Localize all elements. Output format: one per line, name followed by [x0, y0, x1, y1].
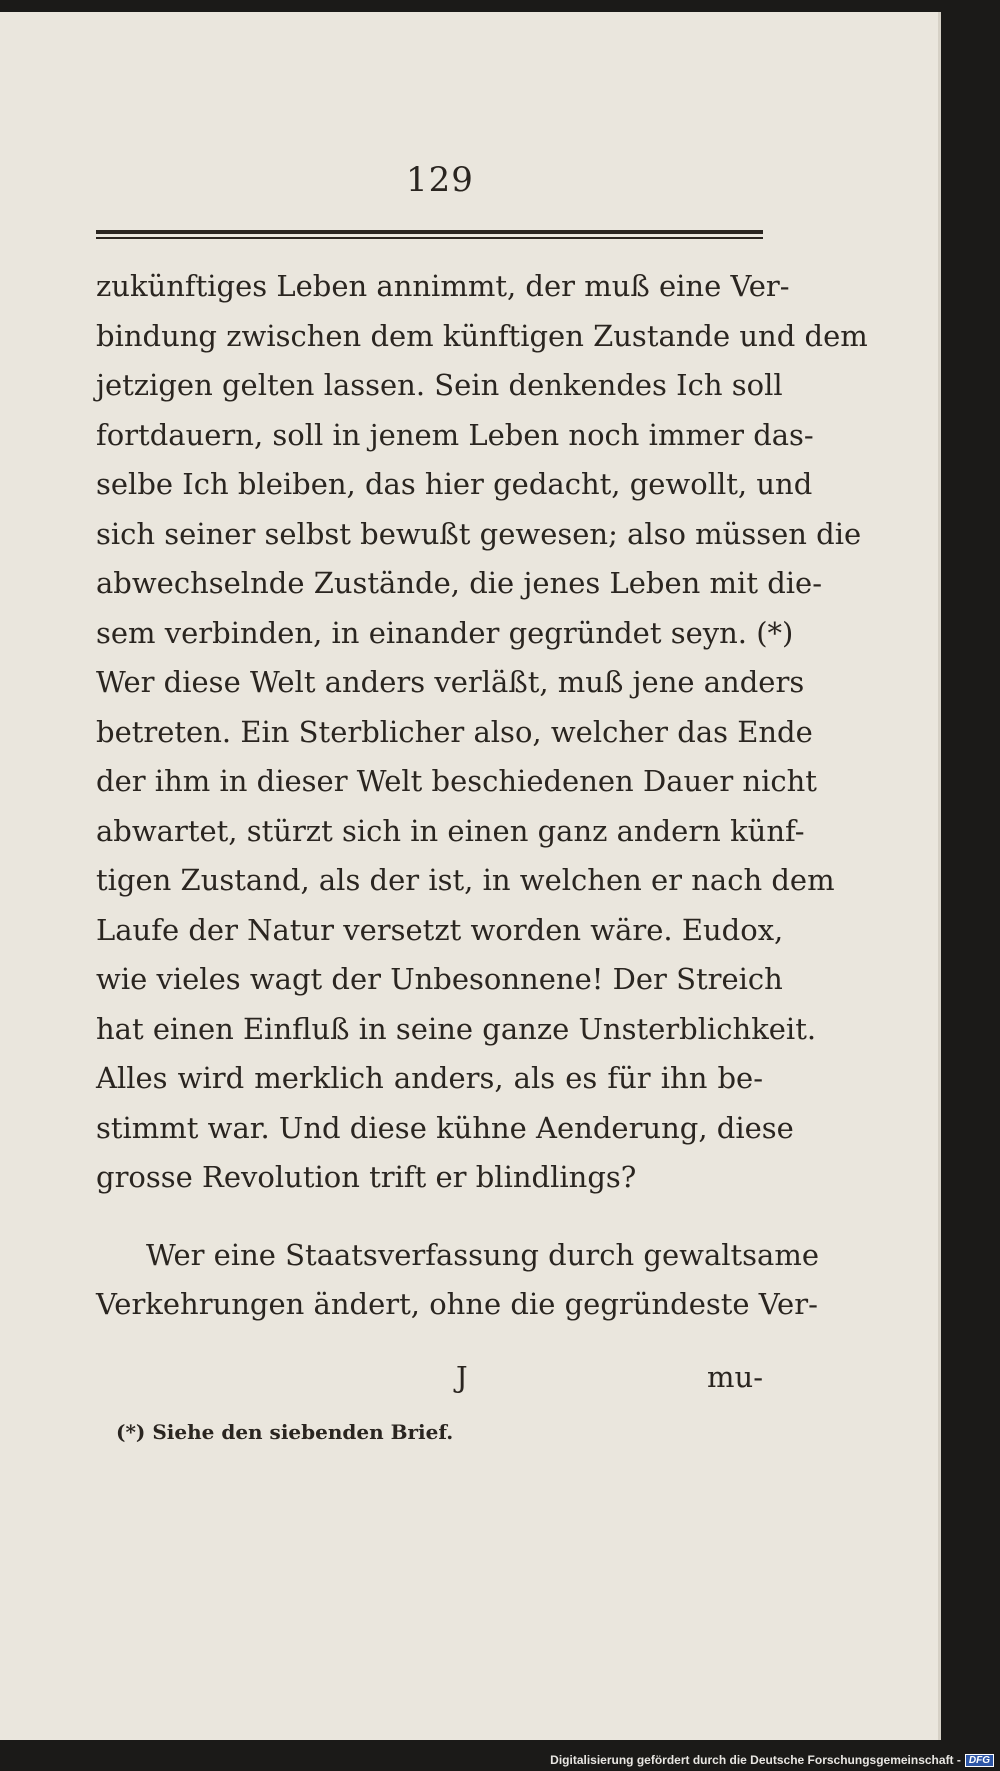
text-line: fortdauern, soll in jenem Leben noch immer das-	[96, 417, 814, 452]
text-line: hat einen Einfluß in seine ganze Unsterblichkeit.	[96, 1011, 817, 1046]
text-line: abwartet, stürzt sich in einen ganz andern künf-	[96, 813, 805, 848]
text-line: der ihm in dieser Welt beschiedenen Dauer nicht	[96, 764, 817, 798]
dfg-logo-icon: DFG	[965, 1754, 994, 1767]
text-line: jetzigen gelten lassen. Sein denkendes Ich soll	[96, 368, 783, 402]
signature-row	[96, 1360, 763, 1400]
header-rule-thick	[96, 230, 763, 234]
text-line: Alles wird merklich anders, als es für ihn be-	[96, 1061, 763, 1095]
signature-mark: J	[456, 1360, 468, 1394]
text-line: bindung zwischen dem künftigen Zustande und dem	[96, 318, 868, 353]
text-line: sich seiner selbst bewußt gewesen; also müssen die	[96, 516, 862, 551]
paragraph-1	[96, 262, 868, 1203]
text-line: wie vieles wagt der Unbesonnene! Der Streich	[96, 962, 783, 996]
text-line: zukünftiges Leben annimmt, der muß eine Ver-	[96, 269, 790, 303]
header-rule	[96, 230, 763, 240]
text-line: abwechselnde Zustände, die jenes Leben mit die-	[96, 566, 822, 600]
text-line: Wer eine Staatsverfassung durch gewaltsame	[146, 1237, 819, 1272]
text-line: betreten. Ein Sterblicher also, welcher das Ende	[96, 714, 813, 749]
text-line: selbe Ich bleiben, das hier gedacht, gewollt, und	[96, 467, 813, 501]
text-line: tigen Zustand, als der ist, in welchen er nach dem	[96, 863, 835, 897]
text-line: Laufe der Natur versetzt worden wäre. Eudox,	[96, 912, 784, 947]
catchword: mu-	[707, 1360, 763, 1394]
text-line: Verkehrungen ändert, ohne die gegründeste Ver-	[96, 1287, 818, 1321]
page-number: 129	[406, 160, 474, 200]
text-line: grosse Revolution trift er blindlings?	[96, 1160, 637, 1194]
text-line: stimmt war. Und diese kühne Aenderung, diese	[96, 1110, 794, 1145]
dfg-credit-text: Digitalisierung gefördert durch die Deutsche Forschungsgemeinschaft -	[550, 1753, 961, 1767]
body-text	[96, 262, 868, 1330]
book-page	[0, 12, 941, 1740]
dfg-credit	[550, 1753, 994, 1767]
text-line: sem verbinden, in einander gegründet seyn. (*)	[96, 615, 794, 650]
paragraph-2	[96, 1231, 819, 1330]
header-rule-thin	[96, 237, 763, 239]
text-line: Wer diese Welt anders verläßt, muß jene anders	[96, 665, 805, 699]
footnote: (*) Siehe den siebenden Brief.	[116, 1420, 454, 1444]
